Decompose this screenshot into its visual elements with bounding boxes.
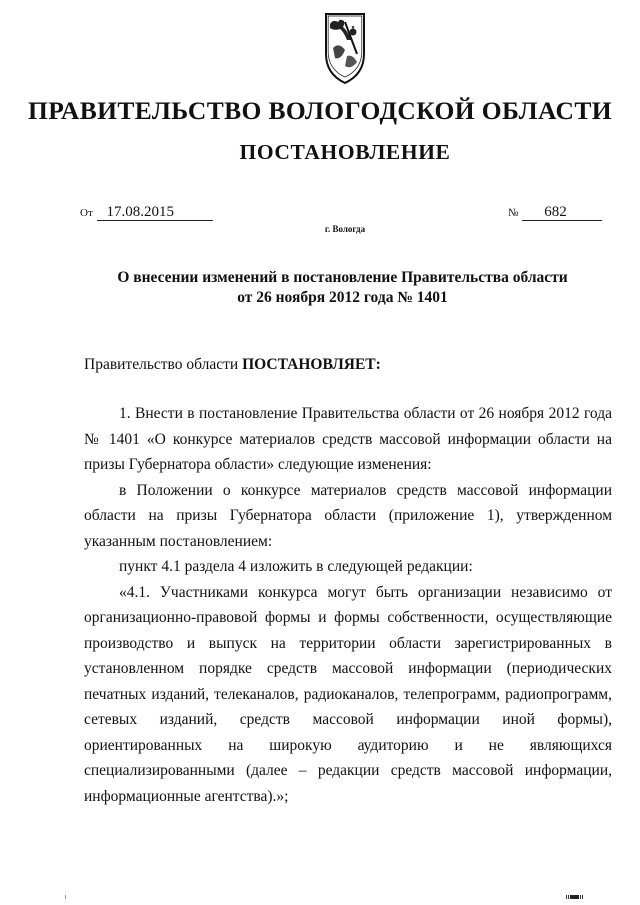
edge-mark bbox=[65, 895, 66, 899]
paragraph-3: пункт 4.1 раздела 4 изложить в следующей редакции: bbox=[119, 558, 473, 575]
coat-of-arms-icon bbox=[323, 10, 367, 86]
document-type: ПОСТАНОВЛЕНИЕ bbox=[239, 140, 451, 164]
subject-line-2: от 26 ноября 2012 года № 1401 bbox=[237, 289, 448, 306]
city: г. Вологда bbox=[324, 224, 366, 234]
decree-line bbox=[84, 356, 381, 374]
date-label: От bbox=[80, 207, 93, 219]
paragraph-1: 1. Внести в постановление Правительства области от 26 ноября 2012 года № 1401 «О конкурсе материалов средств массовой информации области на призы Губернатора области» следующие изменения: bbox=[84, 405, 612, 473]
paragraph-4: «4.1. Участниками конкурса могут быть организации независимо от организационно-правовой формы и формы собственности, осуществляющие производство и выпуск на территории области зарегистрированных в установленном порядке средств массовой информации (периодических печатных изданий, телеканалов, радиоканалов, телепрограмм, радиопрограмм, сетевых изданий, средств массовой информации иной формы), ориентированных на широкую аудиторию и не являющихся специализированными (далее – редакции средств массовой информации, информационные агентства).»; bbox=[84, 583, 612, 805]
decree-verb: ПОСТАНОВЛЯЕТ: bbox=[242, 356, 381, 373]
document-body bbox=[84, 401, 612, 809]
number-field bbox=[508, 204, 602, 221]
decree-prefix: Правительство области bbox=[84, 356, 243, 373]
number-value: 682 bbox=[522, 204, 602, 221]
paragraph-2: в Положении о конкурсе материалов средств массовой информации области на призы Губернатора области (приложение 1), утвержденном указанным постановлением: bbox=[84, 481, 612, 550]
document-subject bbox=[60, 268, 625, 308]
government-title: ПРАВИТЕЛЬСТВО ВОЛОГОДСКОЙ ОБЛАСТИ bbox=[27, 96, 613, 125]
date-field bbox=[80, 204, 213, 221]
scan-mark-icon bbox=[566, 895, 584, 899]
number-label: № bbox=[508, 207, 519, 219]
date-value: 17.08.2015 bbox=[97, 204, 213, 221]
subject-line-1: О внесении изменений в постановление Правительства области bbox=[117, 269, 568, 286]
